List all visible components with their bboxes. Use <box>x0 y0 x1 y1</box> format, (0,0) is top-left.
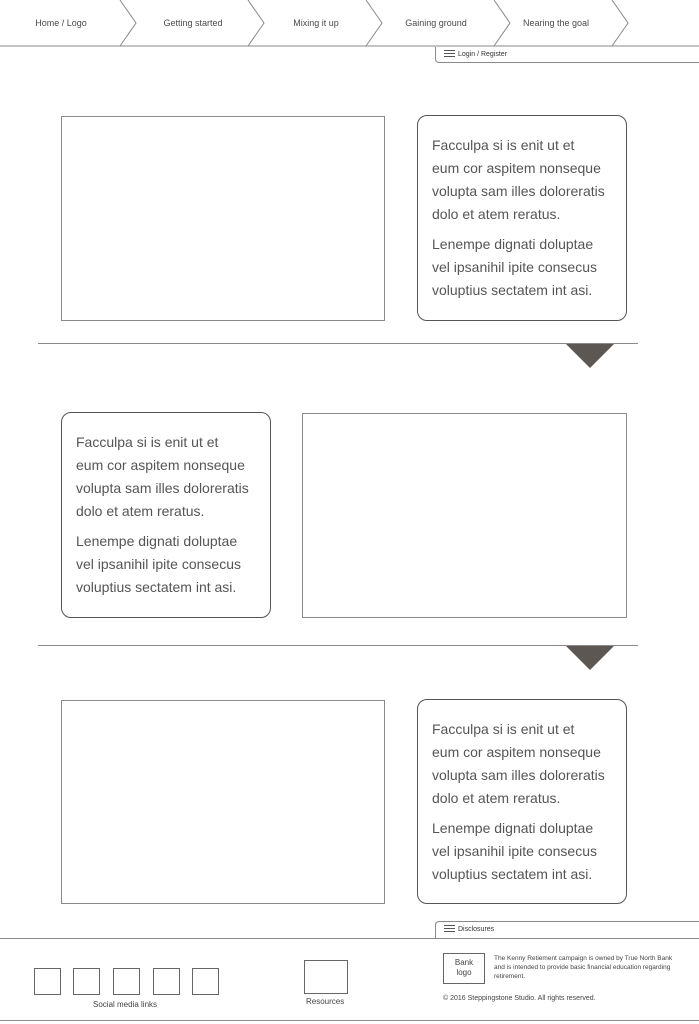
social-media-link[interactable] <box>34 968 61 995</box>
top-nav <box>0 0 699 47</box>
paragraph <box>432 817 626 886</box>
copyright-text: © 2016 Steppingstone Studio. All rights reserved. <box>443 995 596 1002</box>
hamburger-icon <box>444 925 455 932</box>
nav-item-mixing-it-up[interactable]: Mixing it up <box>293 18 339 28</box>
text-line: eum cor aspitem nonseque <box>432 744 601 760</box>
text-line: Lenempe dignati doluptae <box>432 236 594 252</box>
bank-logo-text: Bank <box>454 958 474 967</box>
text-line: Facculpa si is enit ut et <box>76 434 219 450</box>
text-line: eum cor aspitem nonseque <box>432 160 601 176</box>
social-media-link[interactable] <box>113 968 140 995</box>
paragraph <box>76 530 270 599</box>
resources-link[interactable]: Resources <box>306 997 345 1006</box>
text-line: vel ipsanihil ipite consecus <box>432 843 597 859</box>
text-line: volupta sam illes doloreratis <box>432 767 605 783</box>
text-line: voluptius sectatem int asi. <box>432 866 593 882</box>
disclosures-label: Disclosures <box>458 926 495 933</box>
resources-icon[interactable] <box>304 960 348 994</box>
image-placeholder <box>302 413 627 618</box>
footer-bottom-divider <box>0 1020 699 1021</box>
social-media-label: Social media links <box>93 1000 158 1009</box>
paragraph <box>76 431 270 523</box>
paragraph <box>432 718 626 810</box>
hamburger-icon <box>444 50 455 57</box>
bank-logo <box>443 953 485 984</box>
footer-divider <box>0 938 699 939</box>
image-placeholder <box>61 700 385 904</box>
text-line: voluptius sectatem int asi. <box>76 579 237 595</box>
text-line: vel ipsanihil ipite consecus <box>76 556 241 572</box>
paragraph <box>432 233 626 302</box>
text-line: vel ipsanihil ipite consecus <box>432 259 597 275</box>
down-triangle-icon[interactable] <box>566 344 614 369</box>
section-divider <box>38 343 638 344</box>
text-line: Lenempe dignati doluptae <box>76 533 238 549</box>
text-card <box>61 412 271 618</box>
login-register-label: Login / Register <box>458 51 508 58</box>
nav-item-home[interactable]: Home / Logo <box>35 18 87 28</box>
section-divider <box>38 645 638 646</box>
down-triangle-icon[interactable] <box>566 646 614 671</box>
text-line: volupta sam illes doloreratis <box>76 480 249 496</box>
text-line: dolo et atem reratus. <box>432 790 561 806</box>
bank-logo-text: logo <box>456 968 472 977</box>
nav-item-nearing-the-goal[interactable]: Nearing the goal <box>522 18 590 28</box>
text-line: eum cor aspitem nonseque <box>76 457 245 473</box>
paragraph <box>432 134 626 226</box>
image-placeholder <box>61 116 385 321</box>
text-line: voluptius sectatem int asi. <box>432 282 593 298</box>
text-line: Facculpa si is enit ut et <box>432 137 575 153</box>
nav-item-getting-started[interactable]: Getting started <box>163 18 223 28</box>
text-card <box>417 115 627 321</box>
social-media-link[interactable] <box>73 968 100 995</box>
social-media-link[interactable] <box>153 968 180 995</box>
nav-item-gaining-ground[interactable]: Gaining ground <box>405 18 467 28</box>
text-line: Lenempe dignati doluptae <box>432 820 594 836</box>
login-register-link[interactable] <box>435 47 699 63</box>
disclaimer-text: The Kenny Retiement campaign is owned by True North Bank and is intended to provide basic financial education regarding retirement. <box>494 955 673 980</box>
text-card <box>417 699 627 904</box>
social-media-link[interactable] <box>192 968 219 995</box>
text-line: volupta sam illes doloreratis <box>432 183 605 199</box>
text-line: dolo et atem reratus. <box>432 206 561 222</box>
text-line: dolo et atem reratus. <box>76 503 205 519</box>
text-line: Facculpa si is enit ut et <box>432 721 575 737</box>
disclosures-tab[interactable] <box>435 921 699 939</box>
